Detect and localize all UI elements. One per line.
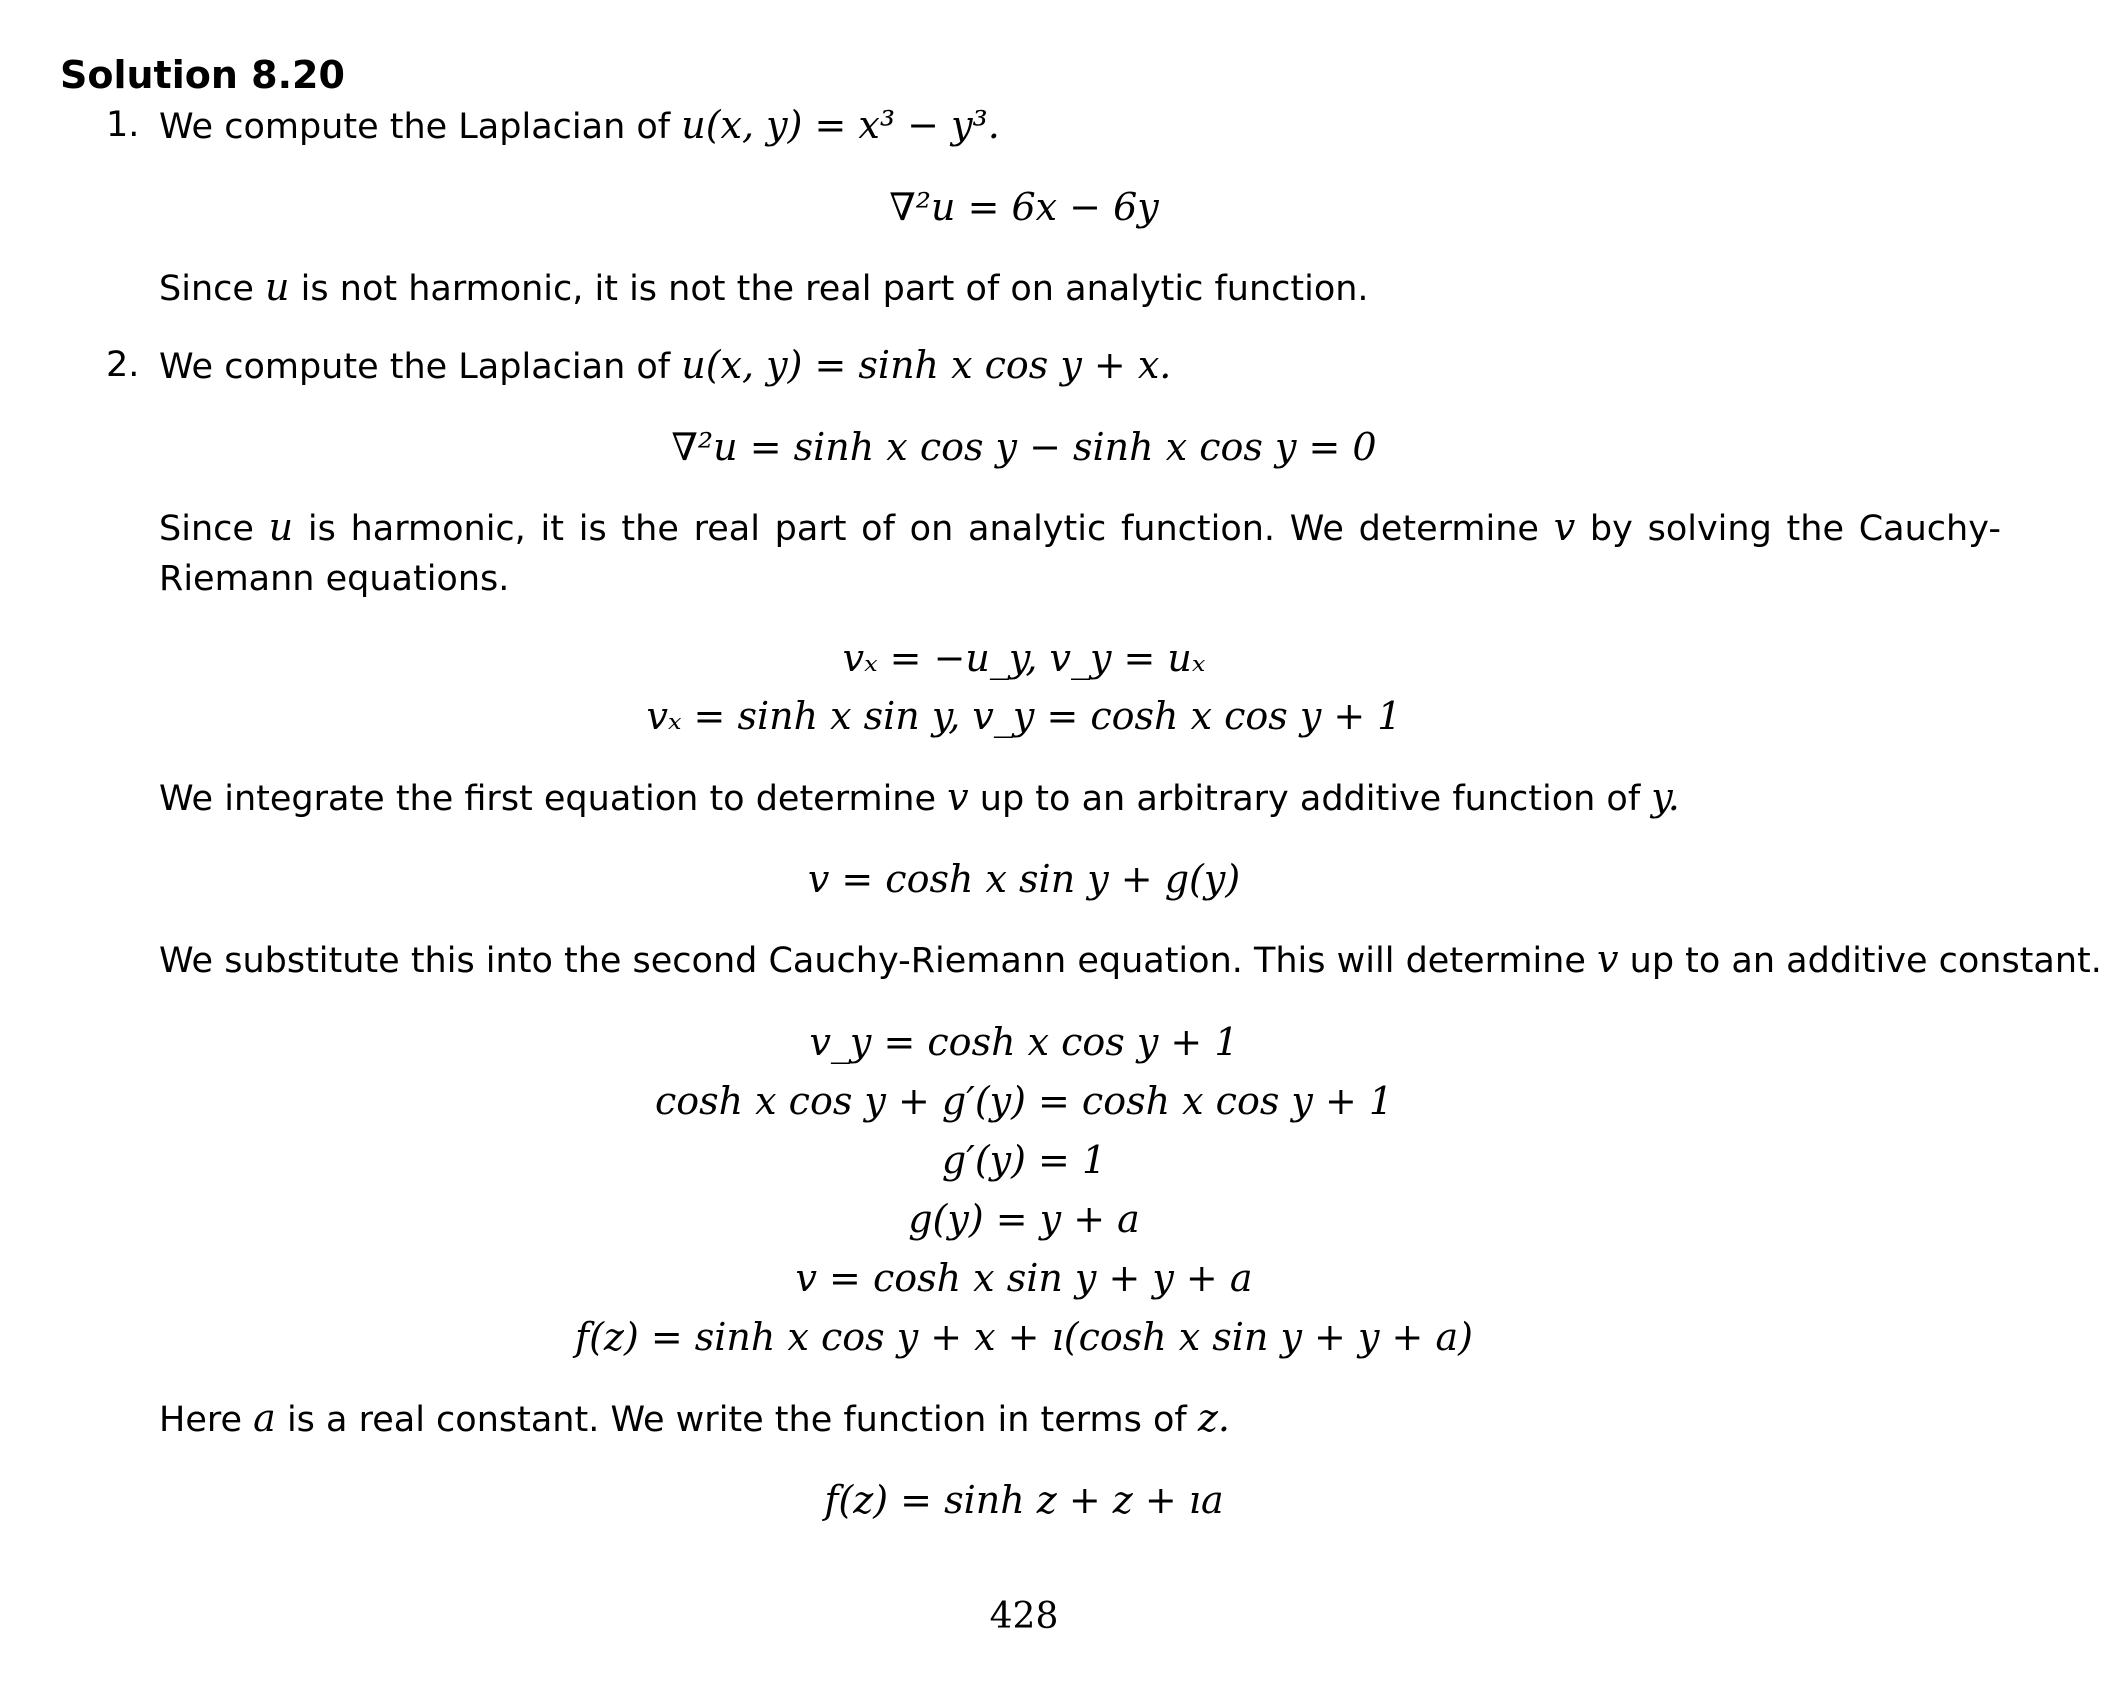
substitute-paragraph [159, 934, 2102, 986]
final-result-equation: f(z) = sinh z + z + ıa [824, 1478, 1224, 1522]
substitute-text-b: up to an additive constant. [1629, 941, 2102, 981]
derivation-step: f(z) = sinh x cos y + x + ı(cosh x sin y + y + a) [575, 1315, 1473, 1359]
derivation-step: g(y) = y + a [908, 1197, 1140, 1241]
item-1-conclusion-text-b: is not harmonic, it is not the real part of on analytic function. [300, 269, 1369, 309]
derivation-step: v_y = cosh x cos y + 1 [809, 1020, 1239, 1064]
constant-text-a: Here [159, 1400, 243, 1440]
item-1-conclusion [159, 262, 1369, 314]
harmonic-text-c: by solving the Cauchy-Riemann equations. [159, 509, 2001, 599]
constant-var-z: z. [1197, 1396, 1230, 1440]
item-1-laplacian-equation: ∇²u = 6x − 6y [889, 185, 1159, 229]
harmonic-text-b: is harmonic, it is the real part of on analytic function. We determine [307, 509, 1539, 549]
item-1-conclusion-var: u [265, 265, 290, 309]
item-2-intro [159, 340, 1171, 392]
page-number: 428 [989, 1596, 1059, 1637]
harmonic-var-v: v [1553, 505, 1576, 549]
item-1-function: u(x, y) = x³ − y³. [681, 103, 1000, 147]
harmonic-text-a: Since [159, 509, 254, 549]
constant-text-b: is a real constant. We write the function in terms of [286, 1400, 1187, 1440]
integrate-text-b: up to an arbitrary additive function of [979, 779, 1641, 819]
item-2-function: u(x, y) = sinh x cos y + x. [681, 343, 1172, 387]
item-2-harmonic-paragraph [159, 502, 2001, 604]
v-general-equation: v = cosh x sin y + g(y) [807, 857, 1241, 901]
integrate-text-a: We integrate the first equation to determine [159, 779, 937, 819]
cauchy-riemann-equation-1: vₓ = −u_y, v_y = uₓ [842, 636, 1206, 680]
derivation-step: g′(y) = 1 [941, 1138, 1107, 1182]
item-1-number: 1. [106, 105, 140, 145]
cauchy-riemann-equation-2: vₓ = sinh x sin y, v_y = cosh x cos y + 1 [646, 694, 1402, 738]
item-2-laplacian-equation: ∇²u = sinh x cos y − sinh x cos y = 0 [671, 425, 1377, 469]
item-1-intro-text: We compute the Laplacian of [159, 107, 671, 147]
constant-paragraph [159, 1393, 1230, 1445]
constant-var-a: a [253, 1396, 276, 1440]
derivation-step: v = cosh x sin y + y + a [795, 1256, 1253, 1300]
integrate-paragraph [159, 772, 1680, 824]
substitute-text-a: We substitute this into the second Cauchy-Riemann equation. This will determine [159, 941, 1586, 981]
integrate-var-y: y. [1651, 775, 1680, 819]
item-2-number: 2. [106, 345, 140, 385]
derivation-step: cosh x cos y + g′(y) = cosh x cos y + 1 [654, 1079, 1394, 1123]
item-1-conclusion-text-a: Since [159, 269, 254, 309]
item-1-intro [159, 100, 1000, 152]
item-2-intro-text: We compute the Laplacian of [159, 347, 671, 387]
solution-heading: Solution 8.20 [60, 53, 345, 97]
integrate-var-v: v [947, 775, 969, 819]
substitute-var-v: v [1597, 937, 1619, 981]
harmonic-var-u: u [268, 505, 294, 549]
